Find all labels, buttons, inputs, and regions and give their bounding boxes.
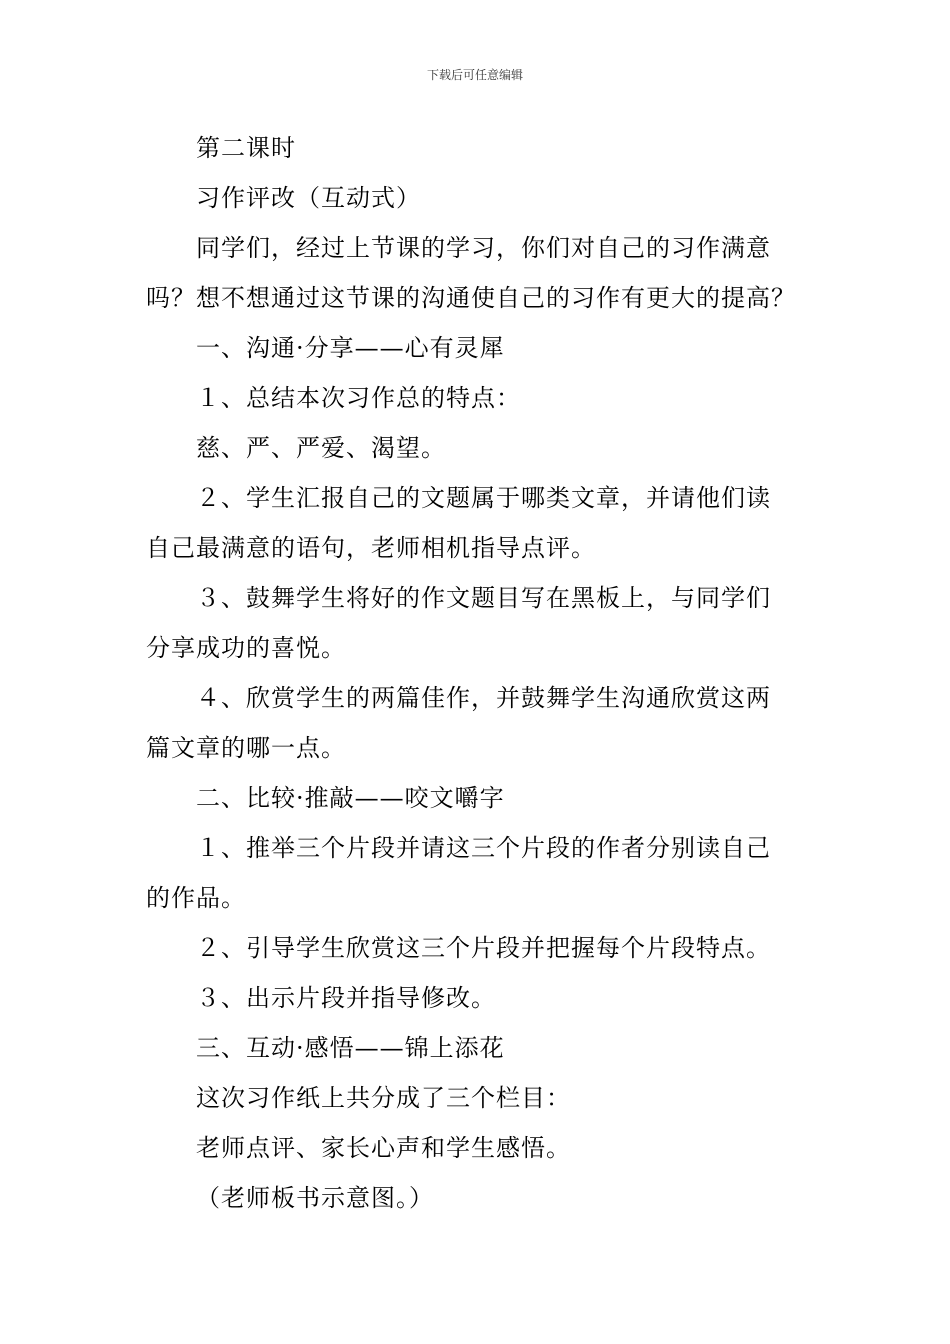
paragraph-line: 自己最满意的语句，老师相机指导点评。 [146,534,596,562]
paragraph-line: 吗？想不想通过这节课的沟通使自己的习作有更大的提高？ [146,284,796,312]
paragraph-line: 这次习作纸上共分成了三个栏目： [196,1084,571,1112]
list-item: ３、鼓舞学生将好的作文题目写在黑板上，与同学们 [196,584,771,612]
paragraph-line: （老师板书示意图。） [196,1184,434,1212]
section-heading: 一、沟通·分享——心有灵犀 [196,334,505,362]
page-header-note: 下载后可任意编辑 [426,68,523,82]
list-item: ２、引导学生欣赏这三个片段并把握每个片段特点。 [196,934,771,962]
paragraph-line: 老师点评、家长心声和学生感悟。 [196,1134,571,1162]
list-item: １、总结本次习作总的特点： [196,384,521,412]
section-heading: 二、比较·推敲——咬文嚼字 [196,784,505,812]
paragraph-line: 的作品。 [146,884,246,912]
paragraph-line: 篇文章的哪一点。 [146,734,346,762]
list-item: １、推举三个片段并请这三个片段的作者分别读自己 [196,834,771,862]
list-item: ３、出示片段并指导修改。 [196,984,496,1012]
lesson-heading: 第二课时 [196,134,296,162]
paragraph-line: 同学们，经过上节课的学习，你们对自己的习作满意 [196,234,771,262]
list-item: ４、欣赏学生的两篇佳作，并鼓舞学生沟通欣赏这两 [196,684,771,712]
paragraph-line: 分享成功的喜悦。 [146,634,346,662]
paragraph-line: 慈、严、严爱、渴望。 [196,434,446,462]
lesson-subheading: 习作评改（互动式） [196,184,421,212]
section-heading: 三、互动·感悟——锦上添花 [196,1034,505,1062]
list-item: ２、学生汇报自己的文题属于哪类文章，并请他们读 [196,484,771,512]
